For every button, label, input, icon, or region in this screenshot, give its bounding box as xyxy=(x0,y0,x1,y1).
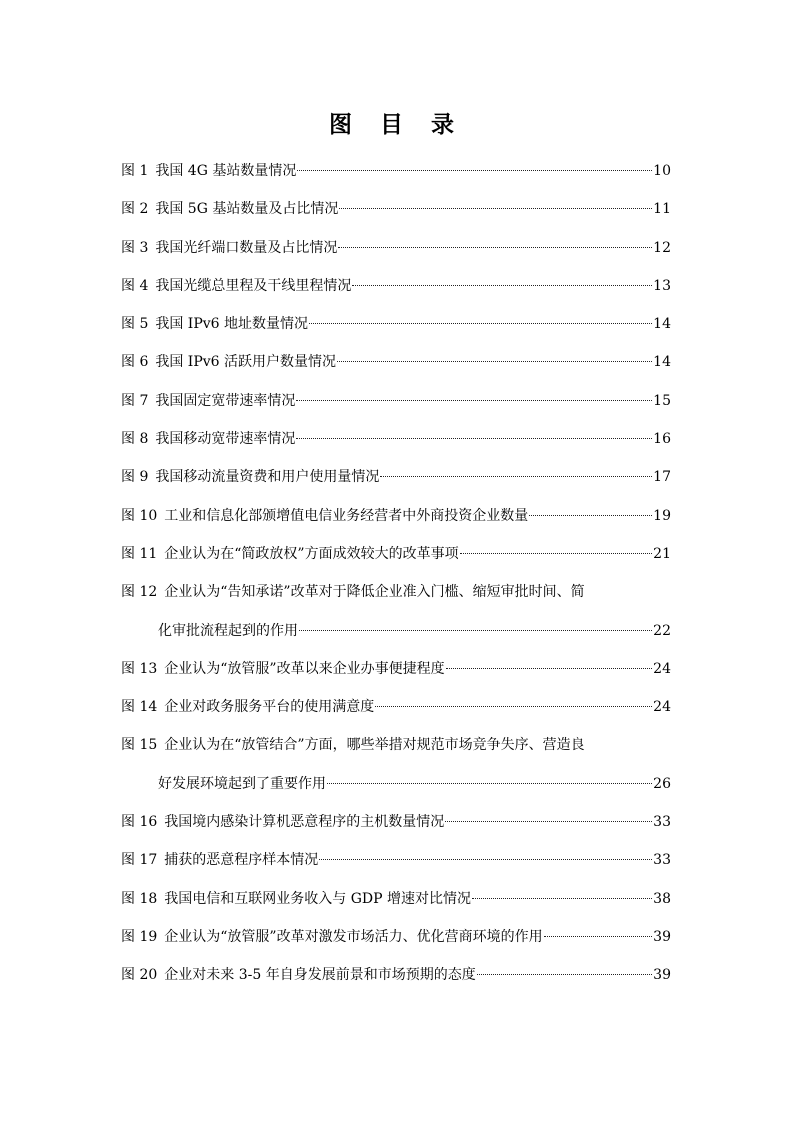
toc-entry[interactable] xyxy=(121,535,671,573)
toc-entry[interactable] xyxy=(121,229,671,267)
toc-entry[interactable] xyxy=(121,458,671,496)
toc-entry[interactable] xyxy=(121,497,671,535)
figure-caption: 我国光缆总里程及干线里程情况 xyxy=(155,277,352,294)
page-number: 39 xyxy=(653,967,671,984)
page-number: 22 xyxy=(653,622,671,639)
figure-caption: 我国 5G 基站数量及占比情况 xyxy=(155,201,339,218)
toc-entry[interactable] xyxy=(121,420,671,458)
figure-caption: 企业对政务服务平台的使用满意度 xyxy=(164,699,375,716)
page-number: 14 xyxy=(653,354,671,371)
figure-caption-continued: 化审批流程起到的作用 xyxy=(158,622,298,639)
figure-number: 图 4 xyxy=(121,277,149,294)
figure-number: 图 7 xyxy=(121,392,149,409)
figure-caption: 企业认为“放管服”改革对激发市场活力、优化营商环境的作用 xyxy=(164,928,543,945)
figure-caption: 我国境内感染计算机恶意程序的主机数量情况 xyxy=(164,814,445,831)
figure-caption: 企业认为在“简政放权”方面成效较大的改革事项 xyxy=(164,545,459,562)
page-number: 11 xyxy=(653,201,671,218)
figure-caption: 我国 4G 基站数量情况 xyxy=(155,163,297,179)
page-number: 19 xyxy=(653,507,671,524)
dot-leader xyxy=(297,170,652,171)
dot-leader xyxy=(445,821,652,822)
page-number: 10 xyxy=(653,163,671,179)
page-number: 21 xyxy=(653,545,671,562)
figure-caption: 企业认为“告知承诺”改革对于降低企业准入门槛、缩短审批时间、简 xyxy=(164,584,585,601)
page-number: 15 xyxy=(653,392,671,409)
figure-caption: 我国 IPv6 地址数量情况 xyxy=(155,316,309,333)
page-number: 39 xyxy=(653,928,671,945)
page-number: 33 xyxy=(653,814,671,831)
dot-leader xyxy=(327,783,652,784)
page-number: 26 xyxy=(653,775,671,792)
dot-leader xyxy=(529,515,652,516)
figure-caption: 我国移动宽带速率情况 xyxy=(155,431,296,448)
toc-entry[interactable] xyxy=(121,841,671,879)
dot-leader xyxy=(380,476,652,477)
dot-leader xyxy=(337,361,652,362)
figure-number: 图 2 xyxy=(121,201,149,218)
dot-leader xyxy=(309,323,652,324)
page-number: 13 xyxy=(653,277,671,294)
toc-entry[interactable] xyxy=(121,688,671,726)
page-number: 24 xyxy=(653,699,671,716)
toc-entry[interactable] xyxy=(121,573,671,611)
figure-caption: 我国光纤端口数量及占比情况 xyxy=(155,239,338,256)
page-number: 24 xyxy=(653,660,671,677)
figure-list xyxy=(121,152,671,995)
figure-number: 图 16 xyxy=(121,814,158,831)
page-number: 12 xyxy=(653,239,671,256)
toc-entry[interactable] xyxy=(121,880,671,918)
toc-entry[interactable] xyxy=(121,918,671,956)
figure-caption: 捕获的恶意程序样本情况 xyxy=(164,852,319,869)
toc-entry[interactable] xyxy=(121,343,671,381)
figure-number: 图 9 xyxy=(121,469,149,486)
dot-leader xyxy=(460,553,653,554)
figure-caption-continued: 好发展环境起到了重要作用 xyxy=(158,775,326,792)
figure-number: 图 14 xyxy=(121,699,158,716)
figure-number: 图 19 xyxy=(121,928,158,945)
page-number: 16 xyxy=(653,431,671,448)
figure-caption: 我国电信和互联网业务收入与 GDP 增速对比情况 xyxy=(164,890,471,907)
dot-leader xyxy=(375,706,652,707)
toc-entry[interactable] xyxy=(121,305,671,343)
figure-number: 图 12 xyxy=(121,584,158,601)
page-number: 14 xyxy=(653,316,671,333)
dot-leader xyxy=(446,668,653,669)
dot-leader xyxy=(477,974,652,975)
figure-caption: 我国 IPv6 活跃用户数量情况 xyxy=(155,354,337,371)
figure-caption: 我国固定宽带速率情况 xyxy=(155,392,296,409)
figure-number: 图 17 xyxy=(121,852,158,869)
toc-entry[interactable] xyxy=(121,803,671,841)
page-number: 33 xyxy=(653,852,671,869)
dot-leader xyxy=(338,247,652,248)
toc-entry[interactable] xyxy=(121,956,671,994)
figure-caption: 工业和信息化部颁增值电信业务经营者中外商投资企业数量 xyxy=(164,507,529,524)
figure-number: 图 10 xyxy=(121,507,158,524)
figure-number: 图 8 xyxy=(121,431,149,448)
toc-entry-continuation[interactable] xyxy=(121,765,671,803)
toc-entry[interactable] xyxy=(121,726,671,764)
toc-entry[interactable] xyxy=(121,152,671,190)
toc-entry-continuation[interactable] xyxy=(121,612,671,650)
figure-number: 图 15 xyxy=(121,737,158,754)
figure-caption: 企业认为“放管服”改革以来企业办事便捷程度 xyxy=(164,660,445,677)
figure-number: 图 13 xyxy=(121,660,158,677)
figure-number: 图 5 xyxy=(121,316,149,333)
page-number: 17 xyxy=(653,469,671,486)
figure-number: 图 18 xyxy=(121,890,158,907)
dot-leader xyxy=(472,898,652,899)
figure-caption: 企业认为在“放管结合”方面，哪些举措对规范市场竞争失序、营造良 xyxy=(164,737,585,754)
dot-leader xyxy=(544,936,653,937)
toc-entry[interactable] xyxy=(121,382,671,420)
toc-entry[interactable] xyxy=(121,267,671,305)
page-title: 图 目 录 xyxy=(328,112,464,138)
toc-entry[interactable] xyxy=(121,650,671,688)
figure-number: 图 1 xyxy=(121,163,149,179)
figure-caption: 我国移动流量资费和用户使用量情况 xyxy=(155,469,380,486)
dot-leader xyxy=(339,208,652,209)
figure-caption: 企业对未来 3-5 年自身发展前景和市场预期的态度 xyxy=(164,967,476,984)
dot-leader xyxy=(296,400,652,401)
dot-leader xyxy=(299,630,652,631)
toc-entry[interactable] xyxy=(121,190,671,228)
figure-number: 图 3 xyxy=(121,239,149,256)
dot-leader xyxy=(352,285,652,286)
dot-leader xyxy=(296,438,652,439)
figure-number: 图 20 xyxy=(121,967,158,984)
page-number: 38 xyxy=(653,890,671,907)
dot-leader xyxy=(319,859,652,860)
figure-number: 图 6 xyxy=(121,354,149,371)
figure-number: 图 11 xyxy=(121,545,158,562)
